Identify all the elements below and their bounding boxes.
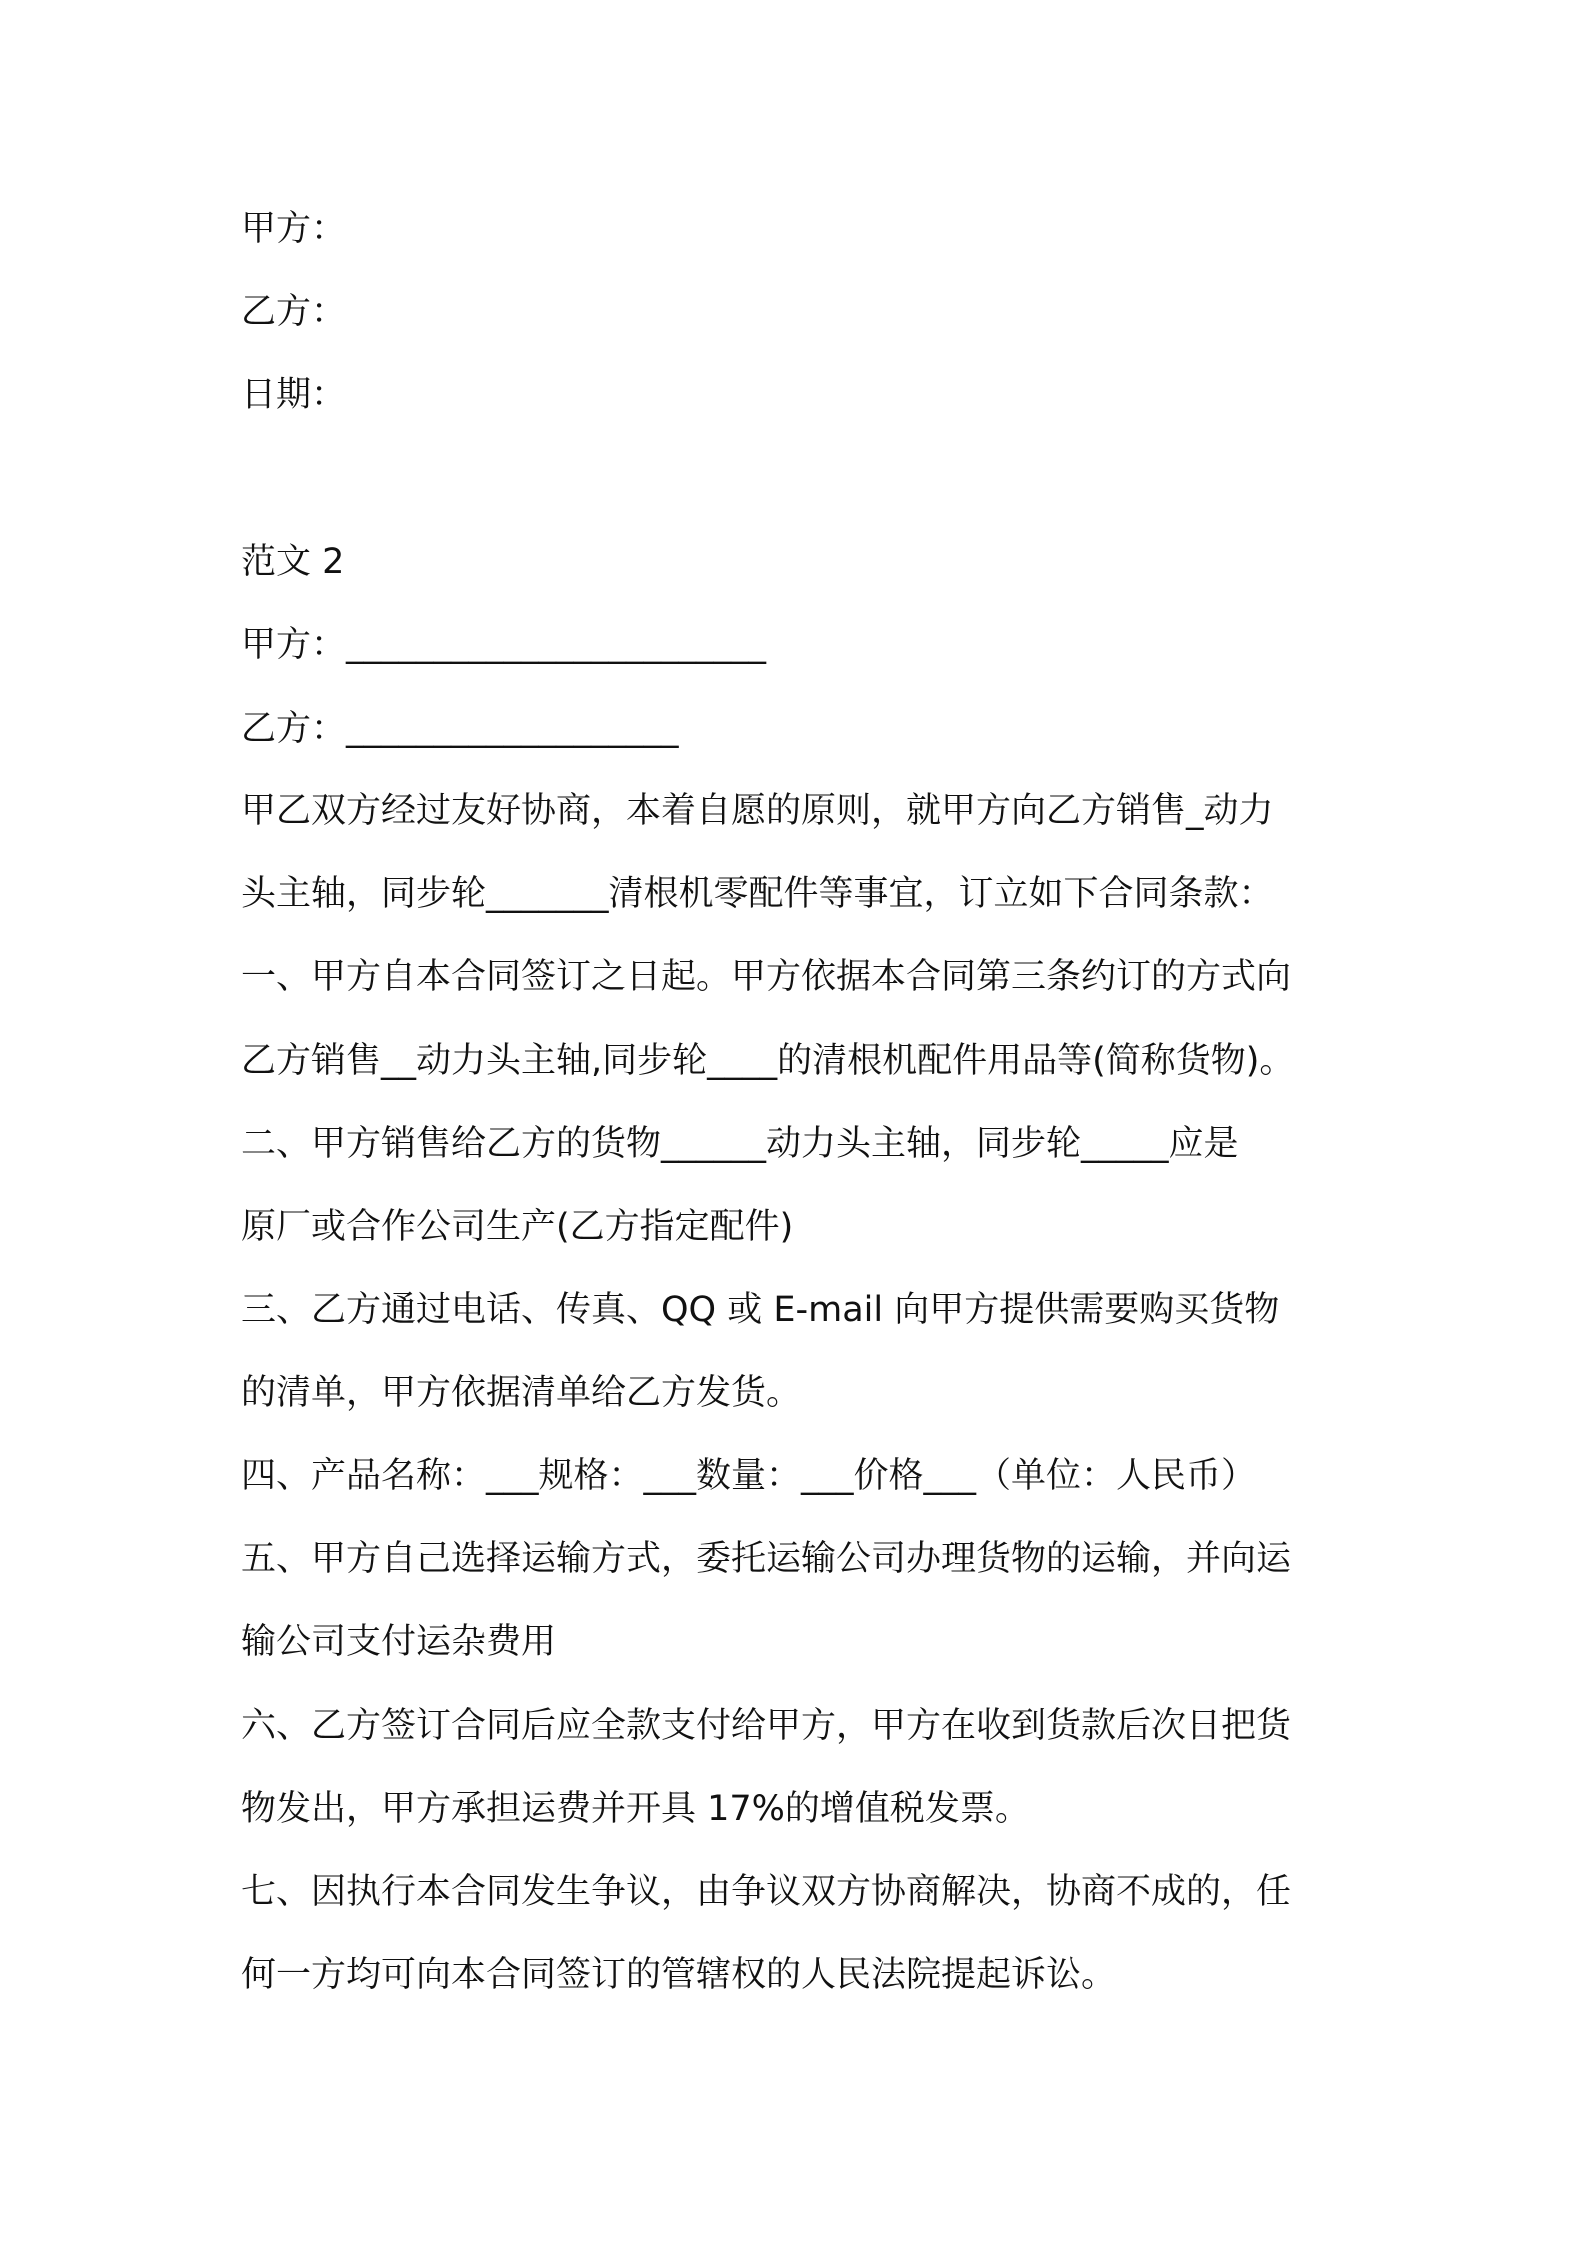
- signature-party-b: 乙方：: [241, 292, 347, 332]
- body-line: 五、甲方自己选择运输方式，委托运输公司办理货物的运输，并向运: [241, 1539, 1292, 1579]
- body-line: 的清单，甲方依据清单给乙方发货。: [241, 1373, 802, 1413]
- signature-party-a: 甲方：: [241, 209, 347, 249]
- body-line: 六、乙方签订合同后应全款支付给甲方，甲方在收到货款后次日把货: [241, 1706, 1292, 1746]
- body-line: 原厂或合作公司生产(乙方指定配件): [241, 1207, 794, 1247]
- body-line: 七、因执行本合同发生争议，由争议双方协商解决，协商不成的，任: [241, 1872, 1292, 1912]
- body-line: 四、产品名称：___规格：___数量：___价格___（单位：人民币）: [241, 1456, 1257, 1496]
- body-line: 三、乙方通过电话、传真、QQ 或 E-mail 向甲方提供需要购买货物: [241, 1290, 1280, 1330]
- party-b-line: 乙方：___________________: [241, 709, 679, 749]
- body-line: 甲乙双方经过友好协商，本着自愿的原则，就甲方向乙方销售_动力: [241, 791, 1274, 831]
- body-line: 乙方销售__动力头主轴,同步轮____的清根机配件用品等(简称货物)。: [241, 1041, 1295, 1081]
- body-line: 一、甲方自本合同签订之日起。甲方依据本合同第三条约订的方式向: [241, 957, 1292, 997]
- body-line: 物发出，甲方承担运费并开具 17%的增值税发票。: [241, 1789, 1030, 1829]
- body-line: 头主轴，同步轮_______清根机零配件等事宜，订立如下合同条款：: [241, 874, 1274, 914]
- body-line: 何一方均可向本合同签订的管辖权的人民法院提起诉讼。: [241, 1955, 1117, 1995]
- body-line: 二、甲方销售给乙方的货物______动力头主轴，同步轮_____应是: [241, 1124, 1239, 1164]
- body-line: 输公司支付运杂费用: [241, 1622, 557, 1662]
- party-a-line: 甲方：________________________: [241, 625, 767, 665]
- section-title: 范文 2: [241, 542, 345, 582]
- signature-date: 日期：: [241, 375, 347, 415]
